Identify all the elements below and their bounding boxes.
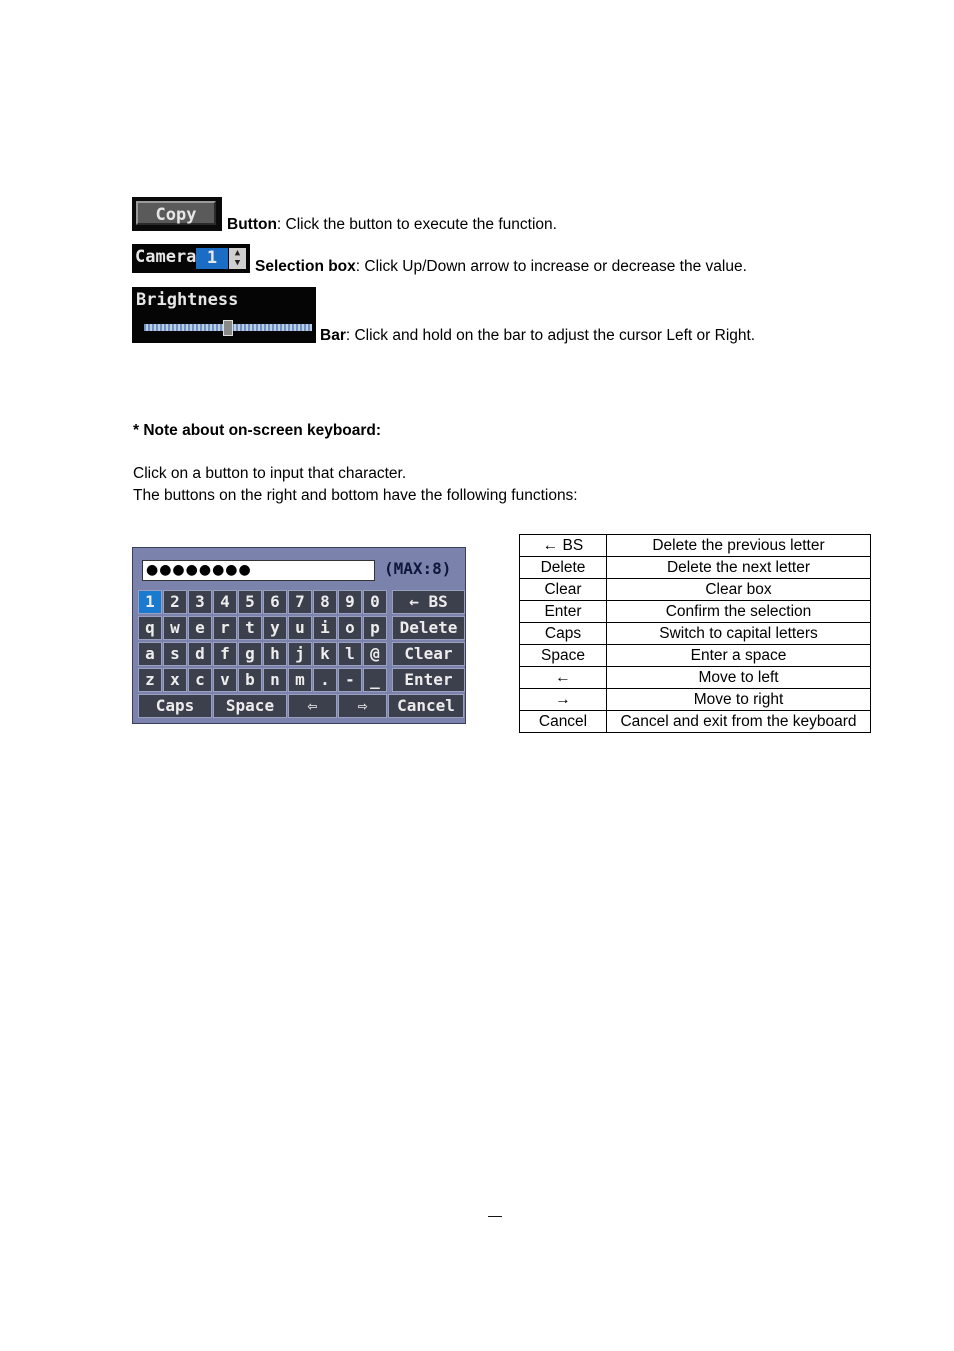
key-1-4: t bbox=[238, 616, 262, 640]
key-bottom-1: Space bbox=[213, 694, 287, 718]
function-key: ← BS bbox=[520, 535, 607, 557]
function-row bbox=[520, 667, 871, 689]
selection-box-image bbox=[132, 244, 250, 273]
key-bottom-2: ⇦ bbox=[288, 694, 337, 718]
key-2-5: h bbox=[263, 642, 287, 666]
key-1-2: e bbox=[188, 616, 212, 640]
button-term: Button bbox=[227, 216, 277, 233]
key-3-7: . bbox=[313, 668, 337, 692]
key-0-9: 0 bbox=[363, 590, 387, 614]
key-0-7: 8 bbox=[313, 590, 337, 614]
key-2-3: f bbox=[213, 642, 237, 666]
camera-value: 1 bbox=[196, 248, 228, 269]
keyboard-input-field: ●●●●●●●● bbox=[142, 560, 375, 581]
function-key: Space bbox=[520, 645, 607, 667]
key-1-7: i bbox=[313, 616, 337, 640]
key-2-8: l bbox=[338, 642, 362, 666]
key-0-8: 9 bbox=[338, 590, 362, 614]
note-heading: * Note about on-screen keyboard: bbox=[133, 422, 382, 439]
key-0-1: 2 bbox=[163, 590, 187, 614]
key-2-2: d bbox=[188, 642, 212, 666]
function-desc: Enter a space bbox=[607, 645, 871, 667]
selection-box-description bbox=[255, 258, 747, 276]
key-bottom-3: ⇨ bbox=[338, 694, 387, 718]
up-down-arrows-icon: ▲ ▼ bbox=[229, 248, 246, 269]
key-2-1: s bbox=[163, 642, 187, 666]
function-row bbox=[520, 689, 871, 711]
bar-desc: : Click and hold on the bar to adjust the cursor Left or Right. bbox=[345, 327, 756, 344]
key-0-5: 6 bbox=[263, 590, 287, 614]
function-row bbox=[520, 579, 871, 601]
key-1-3: r bbox=[213, 616, 237, 640]
keyboard-function-table bbox=[519, 534, 871, 733]
key-3-5: n bbox=[263, 668, 287, 692]
key-0-6: 7 bbox=[288, 590, 312, 614]
key-0-4: 5 bbox=[238, 590, 262, 614]
key-0-2: 3 bbox=[188, 590, 212, 614]
key-side-3: Enter bbox=[392, 668, 465, 692]
function-key: → bbox=[520, 689, 607, 711]
key-3-1: x bbox=[163, 668, 187, 692]
camera-label: Camera bbox=[135, 247, 197, 267]
function-desc: Clear box bbox=[607, 579, 871, 601]
max-length-label: (MAX:8) bbox=[384, 559, 452, 578]
function-key: ← bbox=[520, 667, 607, 689]
key-3-4: b bbox=[238, 668, 262, 692]
function-desc: Switch to capital letters bbox=[607, 623, 871, 645]
function-key: Enter bbox=[520, 601, 607, 623]
on-screen-keyboard-image bbox=[132, 547, 466, 724]
brightness-slider-knob bbox=[223, 320, 233, 336]
button-desc: : Click the button to execute the function. bbox=[276, 216, 557, 233]
key-3-3: v bbox=[213, 668, 237, 692]
function-desc: Move to right bbox=[607, 689, 871, 711]
key-2-7: k bbox=[313, 642, 337, 666]
brightness-label: Brightness bbox=[136, 290, 239, 310]
copy-button: Copy bbox=[136, 201, 216, 225]
function-key: Caps bbox=[520, 623, 607, 645]
key-3-0: z bbox=[138, 668, 162, 692]
key-1-0: q bbox=[138, 616, 162, 640]
key-2-9: @ bbox=[363, 642, 387, 666]
key-1-9: p bbox=[363, 616, 387, 640]
copy-button-image bbox=[132, 197, 222, 231]
key-0-3: 4 bbox=[213, 590, 237, 614]
function-desc: Delete the next letter bbox=[607, 557, 871, 579]
key-side-2: Clear bbox=[392, 642, 465, 666]
function-row bbox=[520, 645, 871, 667]
key-2-6: j bbox=[288, 642, 312, 666]
key-bottom-0: Caps bbox=[138, 694, 212, 718]
function-key: Cancel bbox=[520, 711, 607, 733]
function-key: Delete bbox=[520, 557, 607, 579]
key-side-1: Delete bbox=[392, 616, 465, 640]
note-line-2: The buttons on the right and bottom have the following functions: bbox=[133, 487, 578, 504]
function-row bbox=[520, 535, 871, 557]
function-row bbox=[520, 623, 871, 645]
key-1-5: y bbox=[263, 616, 287, 640]
key-3-6: m bbox=[288, 668, 312, 692]
key-2-0: a bbox=[138, 642, 162, 666]
key-bottom-4: Cancel bbox=[388, 694, 464, 718]
key-1-1: w bbox=[163, 616, 187, 640]
bar-image bbox=[132, 287, 316, 343]
key-3-8: - bbox=[338, 668, 362, 692]
key-3-9: _ bbox=[363, 668, 387, 692]
function-row bbox=[520, 557, 871, 579]
page-number-mark: — bbox=[488, 1207, 502, 1223]
selection-term: Selection box bbox=[255, 258, 356, 275]
function-row bbox=[520, 711, 871, 733]
button-description bbox=[227, 216, 557, 234]
selection-desc: : Click Up/Down arrow to increase or decrease the value. bbox=[355, 258, 747, 275]
function-desc: Cancel and exit from the keyboard bbox=[607, 711, 871, 733]
function-desc: Confirm the selection bbox=[607, 601, 871, 623]
bar-term: Bar bbox=[320, 327, 346, 344]
bar-description bbox=[320, 327, 755, 345]
key-2-4: g bbox=[238, 642, 262, 666]
key-side-0: ← BS bbox=[392, 590, 465, 614]
function-desc: Move to left bbox=[607, 667, 871, 689]
function-row bbox=[520, 601, 871, 623]
key-1-6: u bbox=[288, 616, 312, 640]
note-line-1: Click on a button to input that character. bbox=[133, 465, 407, 482]
key-1-8: o bbox=[338, 616, 362, 640]
function-desc: Delete the previous letter bbox=[607, 535, 871, 557]
key-3-2: c bbox=[188, 668, 212, 692]
key-0-0: 1 bbox=[138, 590, 162, 614]
function-key: Clear bbox=[520, 579, 607, 601]
